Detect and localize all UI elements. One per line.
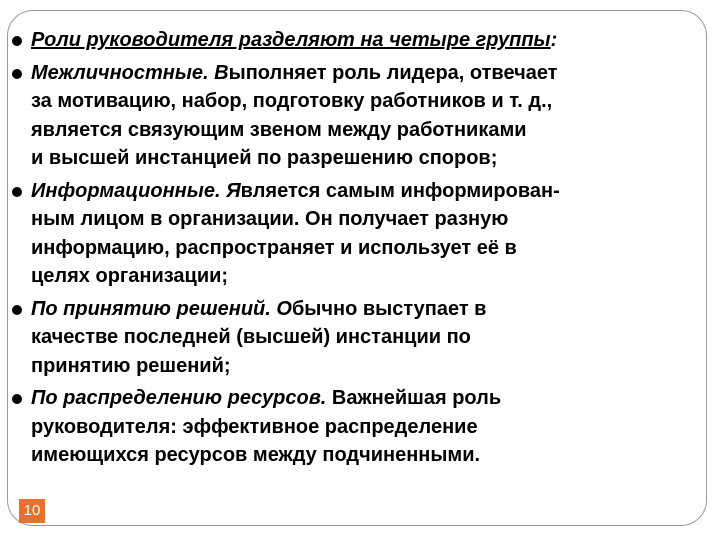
role-lead: По распределению ресурсов. <box>31 387 327 409</box>
role-lead: Информационные. Я <box>31 179 241 202</box>
role-line: качестве последней (высшей) инстанции по <box>31 326 471 348</box>
role-line: за мотивацию, набор, подготовку работников и т. д., <box>31 90 553 112</box>
bullet-icon <box>12 394 22 404</box>
bullet-icon <box>12 36 22 46</box>
role-text: Важнейшая роль <box>326 387 502 409</box>
bullet-icon <box>12 305 22 315</box>
role-lead: По принятию решений. О <box>31 297 292 320</box>
role-lead: Межличностные. В <box>31 61 229 84</box>
role-line: информацию, распространяет и использует её в <box>31 236 517 259</box>
role-line <box>31 384 702 413</box>
role-line <box>31 177 702 206</box>
role-line: принятию решений; <box>31 354 231 377</box>
role-item-interpersonal <box>12 59 702 173</box>
role-line: и высшей инстанцией по разрешению споров; <box>31 147 498 169</box>
role-item-resource-allocation <box>12 384 702 470</box>
role-line: ным лицом в организации. Он получает разную <box>31 208 509 230</box>
slide-content <box>12 26 702 470</box>
role-line <box>31 295 702 324</box>
page-number-badge: 10 <box>19 499 45 523</box>
heading-title: Роли руководителя разделяют на четыре группы <box>31 29 551 51</box>
bullet-icon <box>12 187 22 197</box>
role-line: имеющихся ресурсов между подчиненными. <box>31 444 481 466</box>
role-line: руководителя: эффективное распределение <box>31 415 478 438</box>
bullet-icon <box>12 69 22 79</box>
heading-paragraph <box>12 26 702 55</box>
role-item-informational <box>12 177 702 291</box>
role-line: является связующим звеном между работниками <box>31 118 527 141</box>
role-text: вляется самым информирован- <box>240 179 560 202</box>
role-text: ыполняет роль лидера, отвечает <box>228 61 558 84</box>
role-line <box>31 59 702 88</box>
role-line: целях организации; <box>31 265 229 287</box>
role-text: бычно выступает в <box>291 297 487 320</box>
heading-colon: : <box>550 29 558 51</box>
role-item-decisional <box>12 295 702 381</box>
